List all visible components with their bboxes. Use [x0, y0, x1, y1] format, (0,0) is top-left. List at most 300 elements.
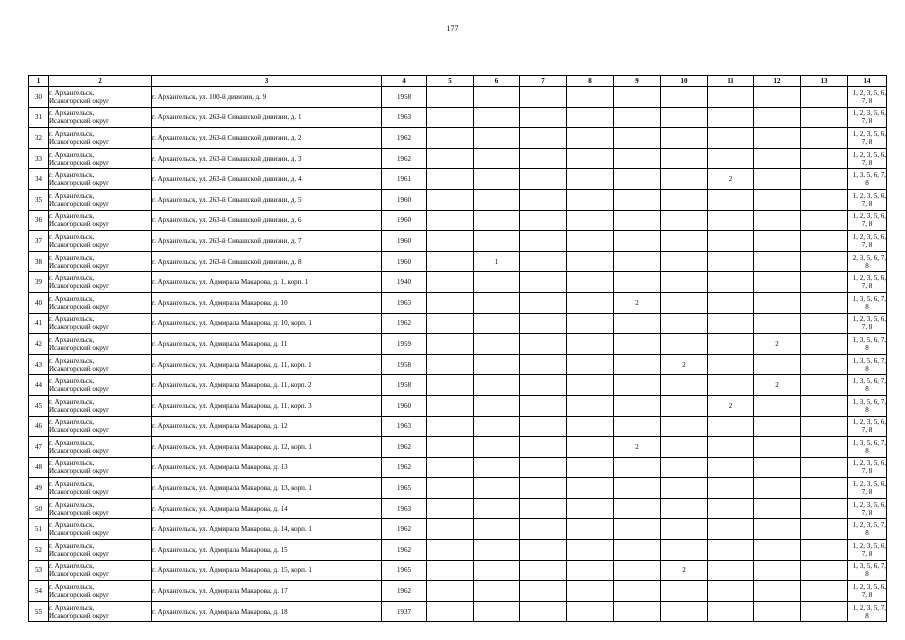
district-cell	[49, 581, 152, 602]
col13-cell	[801, 272, 848, 293]
col7-cell	[520, 148, 567, 169]
col8-cell	[567, 457, 614, 478]
col5-cell	[427, 498, 474, 519]
district-cell	[49, 313, 152, 334]
address-cell: г. Архангельск, ул. Адмирала Макарова, д. 1, корп. 1	[152, 272, 382, 293]
col9-cell	[614, 601, 661, 622]
col7-cell	[520, 375, 567, 396]
column-header-4: 4	[382, 76, 427, 87]
table-body	[29, 87, 887, 622]
district-line: г. Архангельск,	[49, 212, 95, 221]
col8-cell	[567, 416, 614, 437]
district-cell	[49, 601, 152, 622]
col10-cell	[661, 601, 708, 622]
col9-cell	[614, 251, 661, 272]
address-cell: г. Архангельск, ул. 263-й Сивашской дивизии, д. 4	[152, 169, 382, 190]
codes-line: 1, 2, 3, 5, 6,	[852, 129, 886, 138]
col13-cell	[801, 498, 848, 519]
table-row	[29, 148, 887, 169]
col12-cell	[754, 292, 801, 313]
codes-line: 1, 2, 3, 5, 7,	[852, 521, 886, 530]
col6-cell	[474, 498, 520, 519]
codes-line: 1, 3, 5, 6, 7,	[852, 562, 886, 571]
district-line: Исакогорский округ	[49, 117, 110, 126]
col11-cell	[708, 416, 754, 437]
codes-line: 1, 2, 3, 5, 6,	[852, 212, 886, 221]
col12-cell	[754, 87, 801, 108]
col13-cell	[801, 107, 848, 128]
codes-line: 8	[865, 302, 869, 311]
col8-cell	[567, 210, 614, 231]
codes-line: 7, 8	[861, 158, 873, 167]
district-line: г. Архангельск,	[49, 583, 95, 592]
district-cell	[49, 189, 152, 210]
col5-cell	[427, 128, 474, 149]
col8-cell	[567, 498, 614, 519]
codes-line: 1, 2, 3, 5, 6,	[852, 150, 886, 159]
column-header-2: 2	[49, 76, 152, 87]
district-line: Исакогорский округ	[49, 302, 110, 311]
col10-cell	[661, 457, 708, 478]
year-cell: 1962	[382, 437, 427, 458]
address-cell: г. Архангельск, ул. Адмирала Макарова, д. 18	[152, 601, 382, 622]
district-line: Исакогорский округ	[49, 529, 110, 538]
col8-cell	[567, 148, 614, 169]
col9-cell	[614, 87, 661, 108]
col10-cell	[661, 189, 708, 210]
codes-cell	[848, 437, 887, 458]
col5-cell	[427, 272, 474, 293]
address-cell: г. Архангельск, ул. Адмирала Макарова, д. 11, корп. 1	[152, 354, 382, 375]
col12-cell	[754, 189, 801, 210]
col6-cell	[474, 540, 520, 561]
district-line: Исакогорский округ	[49, 570, 110, 579]
col12-cell	[754, 416, 801, 437]
col11-cell	[708, 128, 754, 149]
col9-cell: 2	[614, 437, 661, 458]
district-cell	[49, 395, 152, 416]
row-number: 48	[29, 457, 49, 478]
codes-cell	[848, 601, 887, 622]
col10-cell	[661, 251, 708, 272]
codes-line: 1, 3, 5, 6, 7,	[852, 171, 886, 180]
col5-cell	[427, 375, 474, 396]
col11-cell	[708, 560, 754, 581]
district-cell	[49, 334, 152, 355]
table-row	[29, 519, 887, 540]
year-cell: 1962	[382, 128, 427, 149]
codes-line: 7, 8	[861, 282, 873, 291]
table-row	[29, 601, 887, 622]
address-cell: г. Архангельск, ул. Адмирала Макарова, д. 14	[152, 498, 382, 519]
district-line: г. Архангельск,	[49, 274, 95, 283]
row-number: 50	[29, 498, 49, 519]
col13-cell	[801, 395, 848, 416]
col7-cell	[520, 251, 567, 272]
district-line: Исакогорский округ	[49, 467, 110, 476]
col6-cell	[474, 87, 520, 108]
codes-line: 7, 8	[861, 240, 873, 249]
col12-cell	[754, 107, 801, 128]
col8-cell	[567, 581, 614, 602]
col7-cell	[520, 354, 567, 375]
col9-cell	[614, 416, 661, 437]
col9-cell	[614, 581, 661, 602]
col9-cell	[614, 560, 661, 581]
district-line: г. Архангельск,	[49, 377, 95, 386]
col6-cell	[474, 292, 520, 313]
codes-line: 1, 3, 5, 6, 7,	[852, 397, 886, 406]
year-cell: 1961	[382, 169, 427, 190]
table-row	[29, 375, 887, 396]
column-header-13: 13	[801, 76, 848, 87]
col5-cell	[427, 87, 474, 108]
codes-cell	[848, 210, 887, 231]
col5-cell	[427, 231, 474, 252]
address-cell: г. Архангельск, ул. Адмирала Макарова, д. 13	[152, 457, 382, 478]
district-line: г. Архангельск,	[49, 541, 95, 550]
col9-cell	[614, 334, 661, 355]
col9-cell	[614, 107, 661, 128]
col9-cell	[614, 375, 661, 396]
district-cell	[49, 560, 152, 581]
district-cell	[49, 210, 152, 231]
row-number: 35	[29, 189, 49, 210]
codes-line: 7, 8	[861, 323, 873, 332]
col8-cell	[567, 540, 614, 561]
col5-cell	[427, 560, 474, 581]
column-header-14: 14	[848, 76, 887, 87]
table-row	[29, 107, 887, 128]
col7-cell	[520, 334, 567, 355]
address-cell: г. Архангельск, ул. 263-й Сивашской дивизии, д. 2	[152, 128, 382, 149]
district-cell	[49, 272, 152, 293]
column-header-1: 1	[29, 76, 49, 87]
district-line: Исакогорский округ	[49, 240, 110, 249]
col13-cell	[801, 375, 848, 396]
district-line: Исакогорский округ	[49, 385, 110, 394]
col9-cell	[614, 519, 661, 540]
district-line: Исакогорский округ	[49, 261, 110, 270]
col7-cell	[520, 457, 567, 478]
col8-cell	[567, 437, 614, 458]
column-header-3: 3	[152, 76, 382, 87]
codes-line: 8	[865, 446, 869, 455]
col13-cell	[801, 128, 848, 149]
col11-cell	[708, 457, 754, 478]
row-number: 34	[29, 169, 49, 190]
col10-cell	[661, 437, 708, 458]
codes-cell	[848, 251, 887, 272]
district-cell	[49, 354, 152, 375]
district-line: Исакогорский округ	[49, 549, 110, 558]
district-line: г. Архангельск,	[49, 191, 95, 200]
col9-cell	[614, 148, 661, 169]
col13-cell	[801, 437, 848, 458]
col7-cell	[520, 395, 567, 416]
address-cell: г. Архангельск, ул. Адмирала Макарова, д. 13, корп. 1	[152, 478, 382, 499]
district-line: Исакогорский округ	[49, 220, 110, 229]
col6-cell	[474, 581, 520, 602]
codes-cell	[848, 519, 887, 540]
col11-cell	[708, 292, 754, 313]
column-header-12: 12	[754, 76, 801, 87]
district-cell	[49, 169, 152, 190]
codes-line: 8	[865, 261, 869, 270]
col11-cell	[708, 498, 754, 519]
codes-cell	[848, 169, 887, 190]
col8-cell	[567, 107, 614, 128]
col5-cell	[427, 169, 474, 190]
col13-cell	[801, 540, 848, 561]
district-line: г. Архангельск,	[49, 459, 95, 468]
col8-cell	[567, 478, 614, 499]
district-line: Исакогорский округ	[49, 137, 110, 146]
codes-cell	[848, 395, 887, 416]
table-row	[29, 437, 887, 458]
col6-cell	[474, 375, 520, 396]
codes-cell	[848, 231, 887, 252]
col9-cell	[614, 313, 661, 334]
table-row	[29, 581, 887, 602]
col13-cell	[801, 416, 848, 437]
year-cell: 1937	[382, 601, 427, 622]
codes-line: 1, 3, 5, 6, 7,	[852, 377, 886, 386]
codes-line: 1, 2, 3, 5, 6,	[852, 232, 886, 241]
col9-cell	[614, 169, 661, 190]
col5-cell	[427, 210, 474, 231]
column-header-11: 11	[708, 76, 754, 87]
col10-cell	[661, 313, 708, 334]
col6-cell	[474, 437, 520, 458]
table-row	[29, 540, 887, 561]
district-line: Исакогорский округ	[49, 591, 110, 600]
col13-cell	[801, 581, 848, 602]
col8-cell	[567, 292, 614, 313]
col8-cell	[567, 128, 614, 149]
col6-cell	[474, 231, 520, 252]
col13-cell	[801, 334, 848, 355]
year-cell: 1965	[382, 560, 427, 581]
col5-cell	[427, 395, 474, 416]
district-line: Исакогорский округ	[49, 508, 110, 517]
col6-cell	[474, 128, 520, 149]
col7-cell	[520, 231, 567, 252]
codes-cell	[848, 478, 887, 499]
col7-cell	[520, 210, 567, 231]
year-cell: 1963	[382, 107, 427, 128]
col11-cell	[708, 478, 754, 499]
col11-cell	[708, 107, 754, 128]
row-number: 39	[29, 272, 49, 293]
housing-register-table	[28, 75, 887, 622]
col12-cell	[754, 581, 801, 602]
district-line: Исакогорский округ	[49, 405, 110, 414]
district-cell	[49, 375, 152, 396]
col6-cell	[474, 169, 520, 190]
codes-cell	[848, 457, 887, 478]
col8-cell	[567, 231, 614, 252]
codes-line: 1, 2, 3, 5, 6,	[852, 191, 886, 200]
year-cell: 1958	[382, 354, 427, 375]
col5-cell	[427, 457, 474, 478]
col11-cell	[708, 272, 754, 293]
address-cell: г. Архангельск, ул. Адмирала Макарова, д. 11, корп. 2	[152, 375, 382, 396]
table-row	[29, 128, 887, 149]
col10-cell	[661, 272, 708, 293]
col10-cell: 2	[661, 560, 708, 581]
col13-cell	[801, 169, 848, 190]
codes-cell	[848, 375, 887, 396]
table-row	[29, 416, 887, 437]
address-cell: г. Архангельск, ул. Адмирала Макарова, д. 12	[152, 416, 382, 437]
col7-cell	[520, 416, 567, 437]
district-cell	[49, 87, 152, 108]
col12-cell	[754, 601, 801, 622]
table-row	[29, 87, 887, 108]
row-number: 30	[29, 87, 49, 108]
col10-cell	[661, 581, 708, 602]
page-number: 177	[446, 24, 459, 33]
col8-cell	[567, 334, 614, 355]
col10-cell	[661, 478, 708, 499]
col12-cell	[754, 540, 801, 561]
row-number: 31	[29, 107, 49, 128]
row-number: 47	[29, 437, 49, 458]
column-header-6: 6	[474, 76, 520, 87]
col6-cell	[474, 416, 520, 437]
row-number: 42	[29, 334, 49, 355]
col6-cell	[474, 601, 520, 622]
col12-cell	[754, 313, 801, 334]
codes-line: 7, 8	[861, 199, 873, 208]
codes-cell	[848, 560, 887, 581]
year-cell: 1963	[382, 292, 427, 313]
district-cell	[49, 519, 152, 540]
col6-cell	[474, 189, 520, 210]
col9-cell	[614, 354, 661, 375]
year-cell: 1960	[382, 251, 427, 272]
col7-cell	[520, 478, 567, 499]
codes-line: 8	[865, 385, 869, 394]
row-number: 41	[29, 313, 49, 334]
codes-line: 1, 2, 3, 5, 7,	[852, 603, 886, 612]
row-number: 38	[29, 251, 49, 272]
year-cell: 1962	[382, 519, 427, 540]
col5-cell	[427, 107, 474, 128]
col11-cell	[708, 313, 754, 334]
col12-cell	[754, 519, 801, 540]
col13-cell	[801, 148, 848, 169]
col12-cell	[754, 128, 801, 149]
col11-cell	[708, 437, 754, 458]
col9-cell	[614, 395, 661, 416]
col7-cell	[520, 87, 567, 108]
col13-cell	[801, 560, 848, 581]
col8-cell	[567, 272, 614, 293]
col7-cell	[520, 313, 567, 334]
row-number: 51	[29, 519, 49, 540]
col6-cell	[474, 210, 520, 231]
codes-line: 7, 8	[861, 117, 873, 126]
col5-cell	[427, 189, 474, 210]
address-cell: г. Архангельск, ул. 263-й Сивашской дивизии, д. 1	[152, 107, 382, 128]
row-number: 43	[29, 354, 49, 375]
col7-cell	[520, 498, 567, 519]
col12-cell	[754, 498, 801, 519]
col11-cell	[708, 334, 754, 355]
header-row	[29, 76, 887, 87]
year-cell: 1962	[382, 540, 427, 561]
col6-cell	[474, 272, 520, 293]
row-number: 54	[29, 581, 49, 602]
codes-cell	[848, 107, 887, 128]
col6-cell	[474, 313, 520, 334]
row-number: 53	[29, 560, 49, 581]
year-cell: 1965	[382, 478, 427, 499]
codes-line: 8	[865, 529, 869, 538]
codes-line: 8	[865, 405, 869, 414]
codes-line: 8	[865, 364, 869, 373]
table-row	[29, 231, 887, 252]
col8-cell	[567, 354, 614, 375]
col7-cell	[520, 601, 567, 622]
col5-cell	[427, 540, 474, 561]
col11-cell: 2	[708, 395, 754, 416]
codes-line: 1, 2, 3, 5, 6,	[852, 500, 886, 509]
col13-cell	[801, 519, 848, 540]
district-line: Исакогорский округ	[49, 199, 110, 208]
col6-cell	[474, 519, 520, 540]
district-line: г. Архангельск,	[49, 335, 95, 344]
col9-cell	[614, 128, 661, 149]
address-cell: г. Архангельск, ул. 263-й Сивашской дивизии, д. 8	[152, 251, 382, 272]
year-cell: 1962	[382, 313, 427, 334]
row-number: 45	[29, 395, 49, 416]
codes-line: 1, 2, 3, 5, 6,	[852, 583, 886, 592]
col10-cell	[661, 231, 708, 252]
codes-line: 2, 3, 5, 6, 7,	[852, 253, 886, 262]
col10-cell	[661, 87, 708, 108]
col13-cell	[801, 292, 848, 313]
col5-cell	[427, 601, 474, 622]
district-cell	[49, 148, 152, 169]
col11-cell	[708, 231, 754, 252]
column-header-7: 7	[520, 76, 567, 87]
codes-line: 7, 8	[861, 137, 873, 146]
col5-cell	[427, 148, 474, 169]
table-row	[29, 189, 887, 210]
col12-cell	[754, 272, 801, 293]
col10-cell	[661, 416, 708, 437]
col8-cell	[567, 519, 614, 540]
col11-cell	[708, 251, 754, 272]
col11-cell	[708, 148, 754, 169]
col11-cell	[708, 375, 754, 396]
codes-line: 8	[865, 179, 869, 188]
address-cell: г. Архангельск, ул. Адмирала Макарова, д. 15	[152, 540, 382, 561]
year-cell: 1958	[382, 375, 427, 396]
district-line: Исакогорский округ	[49, 446, 110, 455]
codes-line: 8	[865, 611, 869, 620]
codes-cell	[848, 334, 887, 355]
col5-cell	[427, 292, 474, 313]
codes-line: 7, 8	[861, 426, 873, 435]
col8-cell	[567, 313, 614, 334]
column-header-5: 5	[427, 76, 474, 87]
address-cell: г. Архангельск, ул. 263-й Сивашской дивизии, д. 5	[152, 189, 382, 210]
col12-cell	[754, 478, 801, 499]
